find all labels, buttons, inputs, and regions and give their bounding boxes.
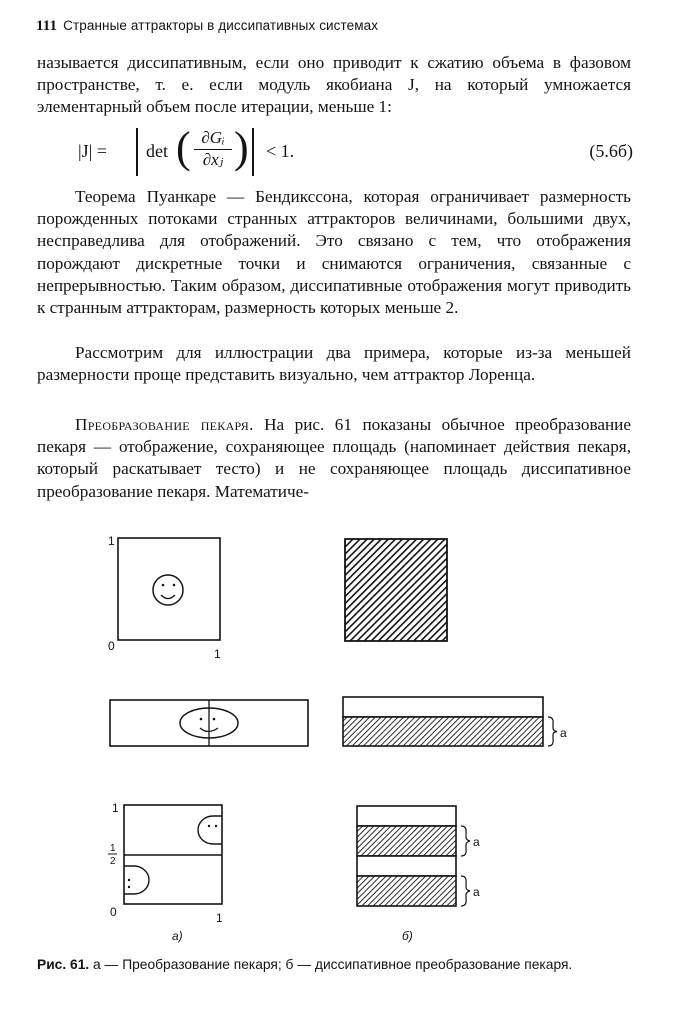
label-origin-bottom: 0 [110, 905, 117, 919]
paren-right: ) [234, 123, 249, 172]
equation-5-6b [78, 123, 633, 178]
paragraph-4 [37, 414, 631, 503]
figure-caption [37, 957, 572, 972]
brace-icon [461, 826, 470, 856]
running-title: Странные аттракторы в диссипативных системах [63, 18, 379, 33]
sublabel-a: a) [172, 929, 183, 943]
smiley-face-icon [153, 575, 183, 605]
partial-fraction [194, 128, 232, 170]
left-stretched-rectangle [110, 700, 308, 746]
sublabel-b: б) [402, 929, 413, 943]
fraction-numerator: ∂Gᵢ [194, 128, 232, 150]
half-face-lower-icon [124, 866, 149, 894]
right-stretched-rectangle [343, 697, 557, 746]
section-heading-baker: Преобразование пекаря. [75, 415, 254, 434]
page-number: 111 [36, 18, 58, 34]
caption-figure-number: Рис. 61. [37, 957, 90, 972]
running-header [36, 18, 378, 35]
caption-text: a — Преобразование пекаря; б — диссипативное преобразование пекаря. [89, 957, 573, 972]
paragraph-2: Теорема Пуанкаре — Бендикссона, которая ограничивает размерность порожденных потоками странных аттракторов величинами, большими двух, несправедлива для отображений. Это связано с тем, что отображения порождают дискретные точки и снимаются ограничения, связанные с непрерывностью. Таким образом, диссипативные отображения могут приводить к странным аттракторам, размерность которых меньше 2. [37, 187, 631, 318]
fraction-denominator: ∂xⱼ [202, 150, 224, 169]
label-half-denominator: 2 [110, 856, 116, 867]
label-y1-top: 1 [108, 534, 115, 548]
equation-det: det [146, 141, 168, 161]
equation-rhs: < 1. [266, 141, 295, 161]
abs-bar-right [252, 128, 254, 176]
brace-label-3: a [473, 885, 480, 899]
label-y1-bottom: 1 [112, 801, 119, 815]
brace-icon [548, 717, 557, 746]
abs-bar-left [136, 128, 138, 176]
paragraph-1: называется диссипативным, если оно приводит к сжатию объема в фазовом пространстве, т. е. если модуль якобиана J, на который умножается элементарный объем после итерации, меньше 1: [37, 53, 631, 117]
brace-label-2: a [473, 835, 480, 849]
brace-icon [461, 876, 470, 906]
right-square-initial [345, 539, 447, 641]
left-stacked-square [124, 805, 222, 904]
figure-61 [0, 520, 700, 950]
brace-label-1: a [560, 726, 567, 740]
paren-left: ( [176, 123, 191, 172]
label-x1-top: 1 [214, 647, 221, 661]
equation-lhs: |J| = [78, 141, 107, 161]
half-face-upper-icon [198, 816, 222, 844]
paragraph-3: Рассмотрим для иллюстрации два примера, которые из-за меньшей размерности проще представить визуально, чем аттрактор Лоренца. [37, 343, 631, 385]
equation-number: (5.6б) [589, 141, 633, 161]
left-square-initial [118, 538, 220, 640]
label-x1-bottom: 1 [216, 911, 223, 925]
right-stacked-square [357, 806, 470, 906]
paragraph-4-text: На рис. 61 показаны обычное преобразование пекаря — отображение, сохраняющее площадь (напоминает действия пекаря, который раскатывает тесто) и не сохраняющее площадь диссипативное преобразование пекаря. Математиче- [37, 415, 632, 501]
label-half-numerator: 1 [110, 843, 116, 854]
label-origin-top: 0 [108, 639, 115, 653]
